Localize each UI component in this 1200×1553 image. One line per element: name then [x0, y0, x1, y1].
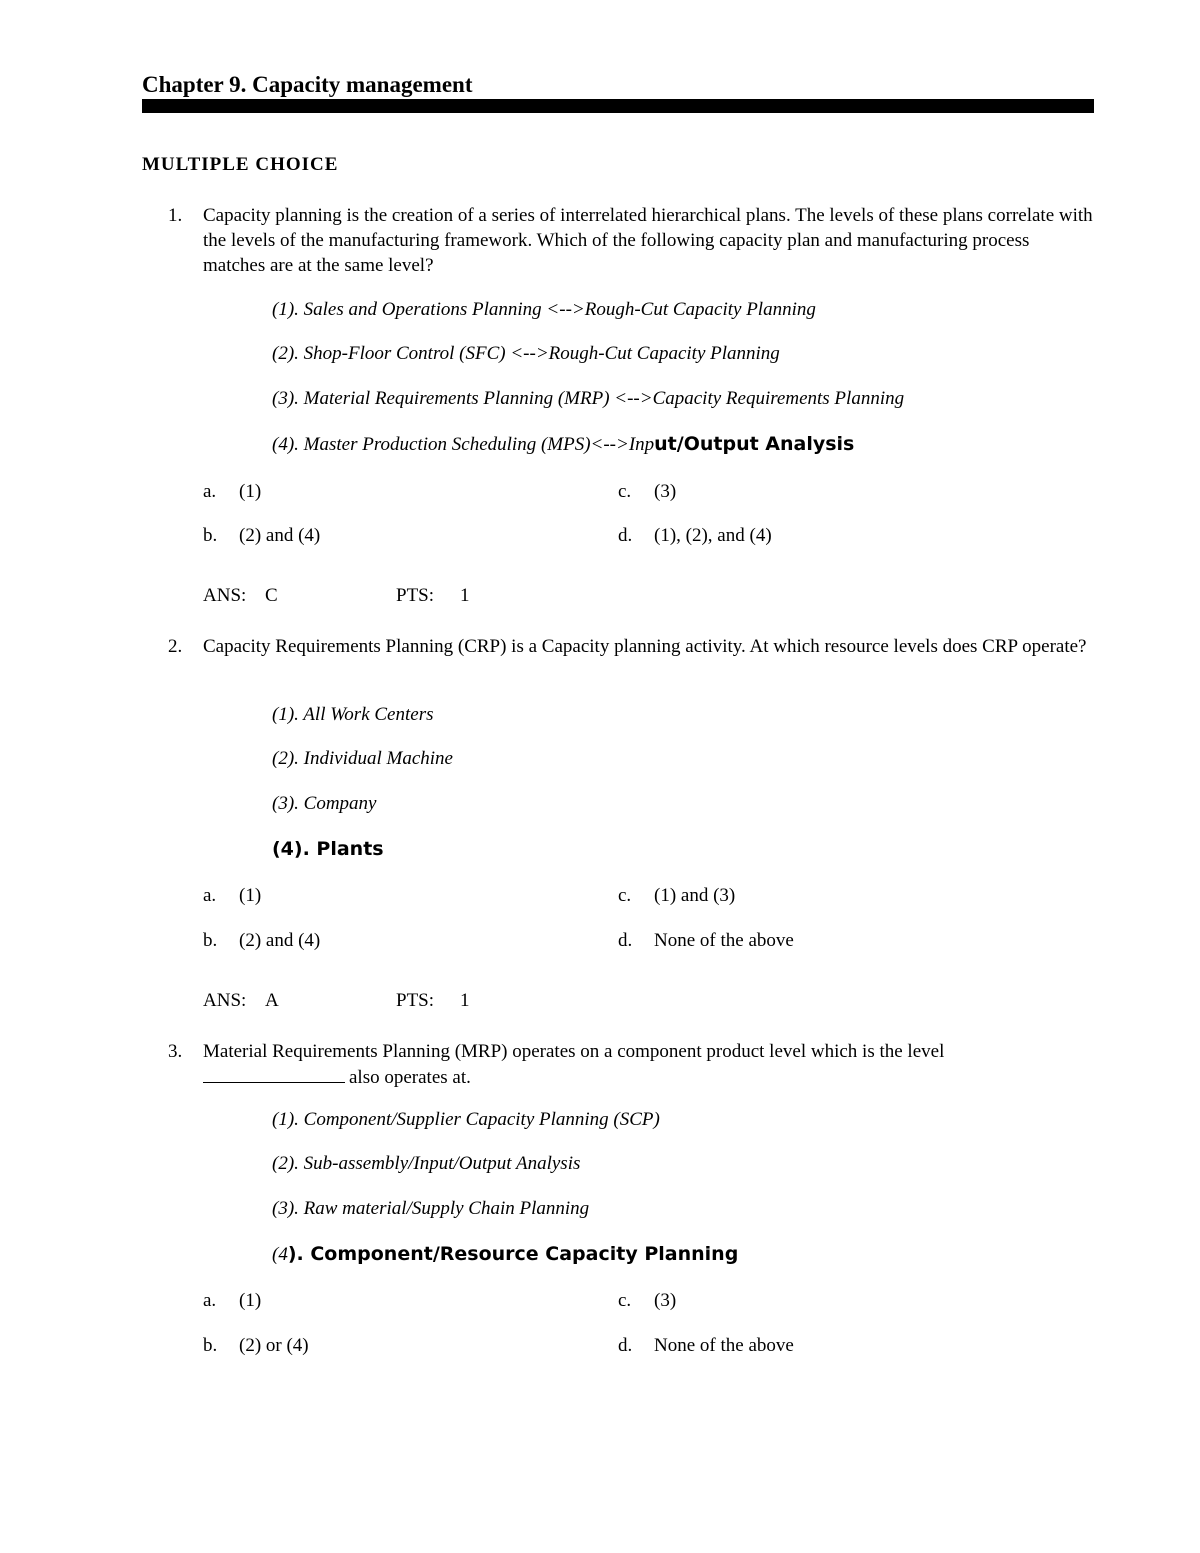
option-2: (2). Shop-Floor Control (SFC) <-->Rough-Cut Capacity Planning — [272, 343, 780, 364]
option-3: (3). Company — [272, 793, 377, 814]
option-4-italic: (4). Master Production Scheduling (MPS)<-->Inp — [272, 434, 655, 455]
title-rule — [142, 99, 1094, 113]
option-1: (1). Sales and Operations Planning <-->Rough-Cut Capacity Planning — [272, 299, 816, 320]
points — [396, 585, 470, 607]
option-2: (2). Sub-assembly/Input/Output Analysis — [272, 1153, 581, 1174]
points-label: PTS: — [396, 990, 435, 1011]
answer-value: C — [265, 585, 278, 606]
choice-b — [203, 525, 320, 547]
question-text: Capacity planning is the creation of a series of interrelated hierarchical plans. The levels of these plans correlate with the levels of the manufacturing framework. Which of the following capacity plan and manufacturing process matches are at the same level? — [203, 205, 1093, 276]
choice-text: (2) and (4) — [239, 525, 321, 546]
choice-letter: d. — [618, 525, 633, 546]
choice-text: (1), (2), and (4) — [654, 525, 772, 546]
option-4 — [272, 838, 384, 861]
option-4-italic: (4 — [272, 1244, 288, 1265]
choice-d — [618, 525, 772, 547]
option-3: (3). Material Requirements Planning (MRP) <-->Capacity Requirements Planning — [272, 388, 905, 409]
answer-value: A — [265, 990, 279, 1011]
choice-text: (3) — [654, 481, 677, 502]
question-number: 1. — [168, 205, 183, 226]
choice-c — [618, 885, 735, 907]
answer-label: ANS: — [203, 990, 247, 1011]
question-text — [203, 1039, 1093, 1090]
choice-text: None of the above — [654, 1335, 794, 1356]
option-1: (1). All Work Centers — [272, 704, 434, 725]
choice-letter: c. — [618, 885, 632, 906]
section-heading: MULTIPLE CHOICE — [142, 154, 339, 175]
answer — [203, 990, 279, 1012]
answer — [203, 585, 278, 607]
choice-text: (2) and (4) — [239, 930, 321, 951]
choice-d — [618, 1335, 794, 1357]
choice-a — [203, 885, 261, 907]
option-1: (1). Component/Supplier Capacity Planning (SCP) — [272, 1109, 660, 1130]
answer-label: ANS: — [203, 585, 247, 606]
option-4-plain: ). Component/Resource Capacity Planning — [287, 1243, 739, 1265]
question-text-end: also operates at. — [349, 1067, 471, 1088]
choice-letter: d. — [618, 930, 633, 951]
option-3: (3). Raw material/Supply Chain Planning — [272, 1198, 590, 1219]
points — [396, 990, 470, 1012]
choice-letter: a. — [203, 481, 217, 502]
choice-text: None of the above — [654, 930, 794, 951]
choice-c — [618, 1290, 676, 1312]
choice-b — [203, 930, 320, 952]
option-4-plain: ut/Output Analysis — [654, 433, 855, 455]
option-2: (2). Individual Machine — [272, 748, 453, 769]
chapter-title: Chapter 9. Capacity management — [142, 72, 473, 97]
choice-letter: c. — [618, 1290, 632, 1311]
choice-a — [203, 481, 261, 503]
choice-letter: b. — [203, 525, 218, 546]
points-value: 1 — [460, 990, 470, 1011]
answer-blank — [203, 1064, 345, 1083]
points-label: PTS: — [396, 585, 435, 606]
choice-letter: d. — [618, 1335, 633, 1356]
choice-b — [203, 1335, 309, 1357]
choice-letter: b. — [203, 1335, 218, 1356]
option-4 — [272, 433, 854, 456]
choice-c — [618, 481, 676, 503]
choice-a — [203, 1290, 261, 1312]
question-number: 2. — [168, 636, 183, 657]
option-4-plain: (4). Plants — [272, 838, 384, 860]
choice-letter: a. — [203, 1290, 217, 1311]
choice-text: (2) or (4) — [239, 1335, 309, 1356]
choice-letter: b. — [203, 930, 218, 951]
choice-text: (1) — [239, 885, 262, 906]
choice-d — [618, 930, 794, 952]
option-4 — [272, 1243, 738, 1266]
choice-text: (3) — [654, 1290, 677, 1311]
choice-text: (1) — [239, 481, 262, 502]
choice-letter: a. — [203, 885, 217, 906]
points-value: 1 — [460, 585, 470, 606]
choice-letter: c. — [618, 481, 632, 502]
choice-text: (1) and (3) — [654, 885, 736, 906]
question-text: Capacity Requirements Planning (CRP) is a Capacity planning activity. At which resource levels does CRP operate? — [203, 636, 1087, 657]
question-text-start: Material Requirements Planning (MRP) operates on a component product level which is the level — [203, 1041, 945, 1062]
choice-text: (1) — [239, 1290, 262, 1311]
question-number: 3. — [168, 1041, 183, 1062]
